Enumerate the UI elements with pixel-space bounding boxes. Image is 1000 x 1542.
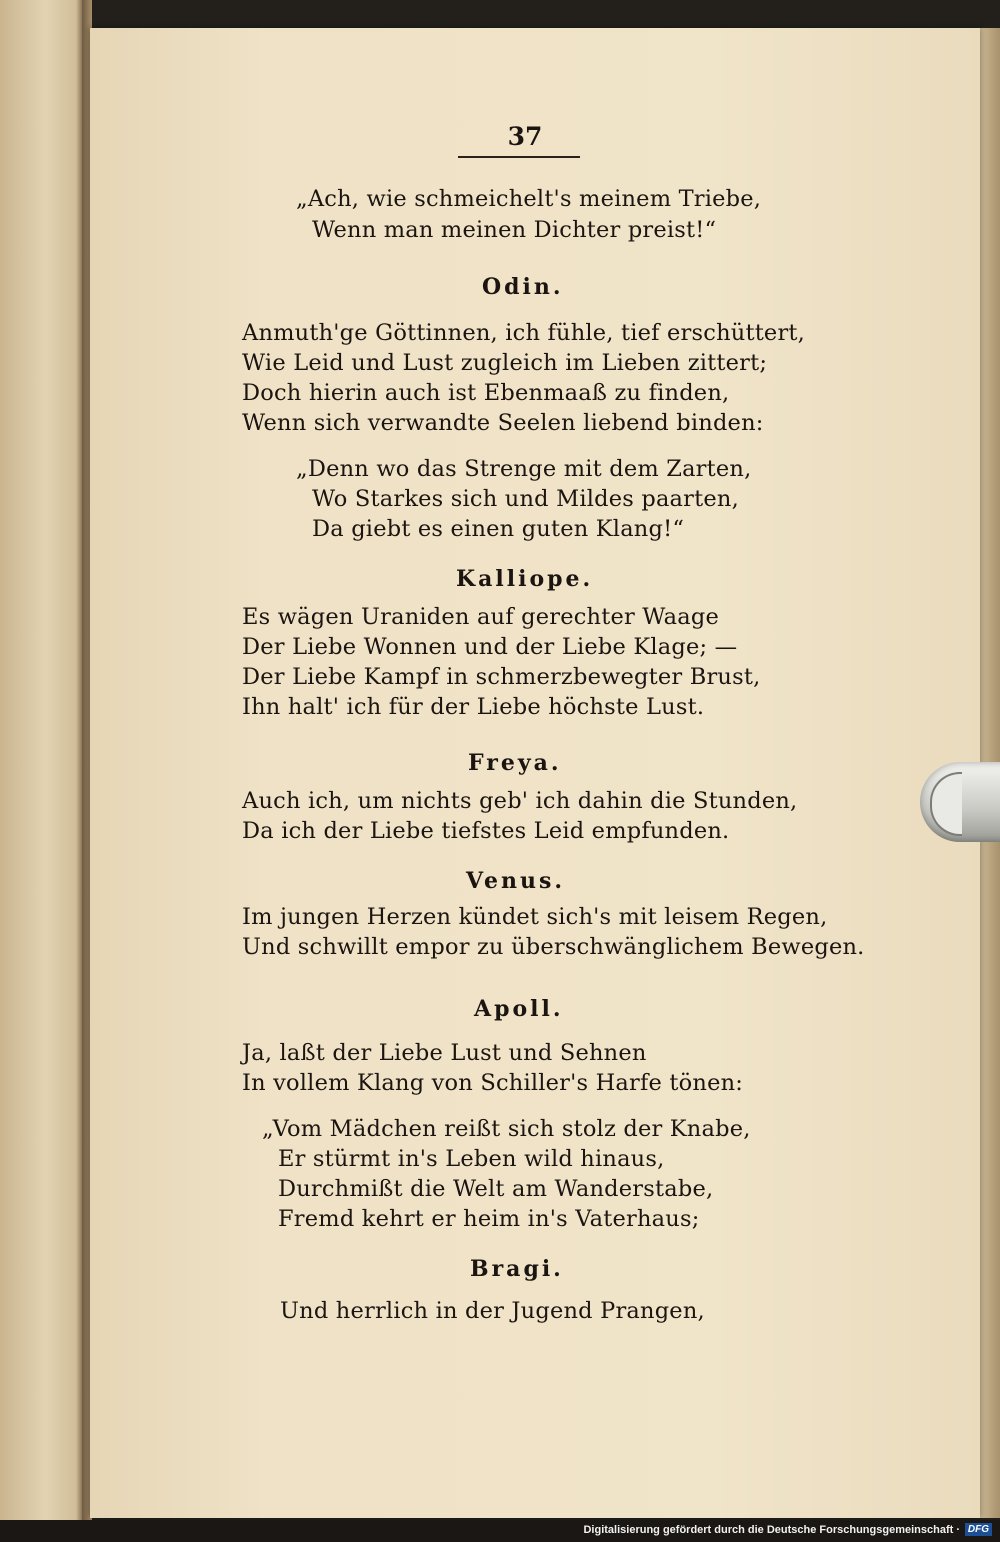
verse-line: Der Liebe Wonnen und der Liebe Klage; — — [242, 634, 738, 660]
speaker-heading-venus: Venus. — [466, 868, 566, 894]
verse-line: Fremd kehrt er heim in's Vaterhaus; — [278, 1206, 700, 1232]
verse-line: Und schwillt empor zu überschwänglichem Bewegen. — [242, 934, 865, 960]
verse-line: Anmuth'ge Göttinnen, ich fühle, tief erschüttert, — [242, 320, 805, 346]
verse-line: Und herrlich in der Jugend Prangen, — [280, 1298, 705, 1324]
speaker-heading-apoll: Apoll. — [474, 996, 564, 1022]
verse-line: Es wägen Uraniden auf gerechter Waage — [242, 604, 719, 630]
page-number: 37 — [507, 122, 543, 151]
verse-line: Im jungen Herzen kündet sich's mit leisem Regen, — [242, 904, 828, 930]
verse-line: Da ich der Liebe tiefstes Leid empfunden. — [242, 818, 730, 844]
verse-line: Ihn halt' ich für der Liebe höchste Lust. — [242, 694, 705, 720]
header-rule — [458, 156, 580, 158]
book-page — [90, 28, 980, 1518]
speaker-heading-bragi: Bragi. — [470, 1256, 564, 1282]
verse-line: Er stürmt in's Leben wild hinaus, — [278, 1146, 665, 1172]
verse-line: Wo Starkes sich und Mildes paarten, — [312, 486, 739, 512]
speaker-heading-freya: Freya. — [468, 750, 562, 776]
verse-line: Auch ich, um nichts geb' ich dahin die Stunden, — [242, 788, 798, 814]
facing-page-edge — [0, 0, 82, 1520]
verse-line: Wenn sich verwandte Seelen liebend binden: — [242, 410, 764, 436]
verse-line: Der Liebe Kampf in schmerzbewegter Brust, — [242, 664, 761, 690]
verse-line: „Ach, wie schmeichelt's meinem Triebe, — [296, 186, 762, 212]
verse-line: Da giebt es einen guten Klang!“ — [312, 516, 685, 542]
verse-line: Ja, laßt der Liebe Lust und Sehnen — [242, 1040, 647, 1066]
dfg-logo: DFG — [965, 1523, 992, 1536]
funding-credit: Digitalisierung gefördert durch die Deutsche Forschungsgemeinschaft · — [583, 1524, 960, 1536]
speaker-heading-odin: Odin. — [482, 274, 564, 300]
speaker-heading-kalliope: Kalliope. — [456, 566, 594, 592]
verse-line: Wie Leid und Lust zugleich im Lieben zittert; — [242, 350, 768, 376]
verse-line: In vollem Klang von Schiller's Harfe tönen: — [242, 1070, 744, 1096]
verse-line: „Denn wo das Strenge mit dem Zarten, — [296, 456, 752, 482]
verse-line: Doch hierin auch ist Ebenmaaß zu finden, — [242, 380, 730, 406]
verse-line: Wenn man meinen Dichter preist!“ — [312, 217, 717, 243]
verse-line: Durchmißt die Welt am Wanderstabe, — [278, 1176, 714, 1202]
verse-line: „Vom Mädchen reißt sich stolz der Knabe, — [262, 1116, 751, 1142]
scanner-clip — [920, 762, 1000, 842]
